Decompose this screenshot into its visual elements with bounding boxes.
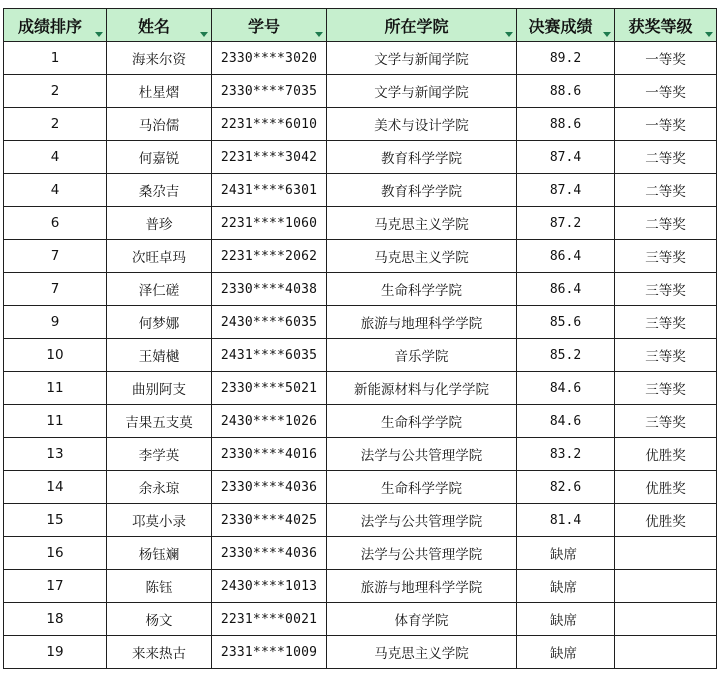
cell-rank[interactable]: 19	[4, 636, 107, 669]
table-row	[4, 603, 717, 636]
cell-name[interactable]: 次旺卓玛	[107, 240, 212, 273]
cell-award-level[interactable]: 一等奖	[615, 42, 717, 75]
cell-college[interactable]: 教育科学学院	[327, 174, 517, 207]
cell-award-level[interactable]: 一等奖	[615, 75, 717, 108]
cell-award-level[interactable]: 二等奖	[615, 207, 717, 240]
cell-award-level[interactable]: 三等奖	[615, 339, 717, 372]
filter-dropdown-icon[interactable]	[315, 32, 323, 37]
cell-award-level[interactable]: 三等奖	[615, 306, 717, 339]
cell-student-id[interactable]: 2331****1009	[212, 636, 327, 669]
cell-student-id[interactable]: 2430****6035	[212, 306, 327, 339]
cell-rank[interactable]: 4	[4, 174, 107, 207]
cell-rank[interactable]: 18	[4, 603, 107, 636]
cell-student-id[interactable]: 2431****6035	[212, 339, 327, 372]
cell-name[interactable]: 曲别阿支	[107, 372, 212, 405]
cell-name[interactable]: 何嘉锐	[107, 141, 212, 174]
cell-college[interactable]: 马克思主义学院	[327, 240, 517, 273]
header-student-id[interactable]	[212, 9, 327, 42]
header-label: 所在学院	[384, 16, 449, 36]
cell-college[interactable]: 音乐学院	[327, 339, 517, 372]
cell-college[interactable]: 马克思主义学院	[327, 636, 517, 669]
cell-name[interactable]: 余永琼	[107, 471, 212, 504]
cell-award-level[interactable]: 三等奖	[615, 240, 717, 273]
cell-rank[interactable]: 7	[4, 273, 107, 306]
table-row	[4, 306, 717, 339]
filter-dropdown-icon[interactable]	[505, 32, 513, 37]
cell-college[interactable]: 生命科学学院	[327, 471, 517, 504]
cell-student-id[interactable]: 2231****6010	[212, 108, 327, 141]
table-body	[4, 42, 717, 669]
cell-student-id[interactable]: 2430****1013	[212, 570, 327, 603]
cell-name[interactable]: 泽仁磋	[107, 273, 212, 306]
cell-student-id[interactable]: 2231****1060	[212, 207, 327, 240]
cell-student-id[interactable]: 2330****4016	[212, 438, 327, 471]
cell-award-level[interactable]	[615, 636, 717, 669]
cell-final-score[interactable]: 缺席	[517, 570, 615, 603]
cell-final-score[interactable]: 85.6	[517, 306, 615, 339]
table-row	[4, 471, 717, 504]
cell-student-id[interactable]: 2231****2062	[212, 240, 327, 273]
cell-name[interactable]: 来来热古	[107, 636, 212, 669]
cell-award-level[interactable]	[615, 603, 717, 636]
table-row	[4, 438, 717, 471]
cell-college[interactable]: 旅游与地理科学学院	[327, 306, 517, 339]
cell-student-id[interactable]: 2231****0021	[212, 603, 327, 636]
cell-final-score[interactable]: 87.2	[517, 207, 615, 240]
cell-rank[interactable]: 10	[4, 339, 107, 372]
cell-award-level[interactable]: 优胜奖	[615, 504, 717, 537]
header-label: 成绩排序	[17, 16, 82, 36]
cell-college[interactable]: 教育科学学院	[327, 141, 517, 174]
cell-award-level[interactable]: 优胜奖	[615, 438, 717, 471]
filter-dropdown-icon[interactable]	[200, 32, 208, 37]
header-name[interactable]	[107, 9, 212, 42]
cell-final-score[interactable]: 缺席	[517, 603, 615, 636]
cell-rank[interactable]: 16	[4, 537, 107, 570]
cell-student-id[interactable]: 2330****4036	[212, 537, 327, 570]
cell-college[interactable]: 文学与新闻学院	[327, 75, 517, 108]
cell-student-id[interactable]: 2330****4036	[212, 471, 327, 504]
cell-college[interactable]: 新能源材料与化学学院	[327, 372, 517, 405]
cell-final-score[interactable]: 82.6	[517, 471, 615, 504]
header-row	[4, 9, 717, 42]
cell-name[interactable]: 王婧樾	[107, 339, 212, 372]
cell-rank[interactable]: 15	[4, 504, 107, 537]
cell-college[interactable]: 法学与公共管理学院	[327, 438, 517, 471]
cell-college[interactable]: 马克思主义学院	[327, 207, 517, 240]
cell-college[interactable]: 体育学院	[327, 603, 517, 636]
header-final-score[interactable]	[517, 9, 615, 42]
cell-name[interactable]: 邛莫小录	[107, 504, 212, 537]
cell-name[interactable]: 海来尔资	[107, 42, 212, 75]
cell-college[interactable]: 法学与公共管理学院	[327, 504, 517, 537]
header-award-level[interactable]	[615, 9, 717, 42]
cell-award-level[interactable]	[615, 570, 717, 603]
cell-college[interactable]: 生命科学学院	[327, 405, 517, 438]
cell-final-score[interactable]: 85.2	[517, 339, 615, 372]
cell-final-score[interactable]: 86.4	[517, 240, 615, 273]
cell-award-level[interactable]: 三等奖	[615, 372, 717, 405]
cell-final-score[interactable]: 87.4	[517, 174, 615, 207]
cell-rank[interactable]: 17	[4, 570, 107, 603]
table-row	[4, 42, 717, 75]
table-row	[4, 504, 717, 537]
cell-award-level[interactable]: 二等奖	[615, 141, 717, 174]
cell-rank[interactable]: 11	[4, 372, 107, 405]
cell-award-level[interactable]: 三等奖	[615, 405, 717, 438]
cell-award-level[interactable]: 一等奖	[615, 108, 717, 141]
header-label: 学号	[247, 16, 280, 36]
table-row	[4, 207, 717, 240]
table-row	[4, 75, 717, 108]
table-row	[4, 570, 717, 603]
cell-college[interactable]: 法学与公共管理学院	[327, 537, 517, 570]
table-row	[4, 537, 717, 570]
cell-final-score[interactable]: 83.2	[517, 438, 615, 471]
filter-dropdown-icon[interactable]	[705, 32, 713, 37]
cell-name[interactable]: 吉果五支莫	[107, 405, 212, 438]
cell-student-id[interactable]: 2330****4038	[212, 273, 327, 306]
cell-name[interactable]: 普珍	[107, 207, 212, 240]
cell-student-id[interactable]: 2430****1026	[212, 405, 327, 438]
cell-final-score[interactable]: 81.4	[517, 504, 615, 537]
table-row	[4, 108, 717, 141]
cell-final-score[interactable]: 缺席	[517, 636, 615, 669]
cell-rank[interactable]: 9	[4, 306, 107, 339]
cell-student-id[interactable]: 2330****7035	[212, 75, 327, 108]
cell-student-id[interactable]: 2330****5021	[212, 372, 327, 405]
cell-award-level[interactable]: 三等奖	[615, 273, 717, 306]
cell-rank[interactable]: 7	[4, 240, 107, 273]
cell-name[interactable]: 何梦娜	[107, 306, 212, 339]
table-row	[4, 339, 717, 372]
cell-student-id[interactable]: 2431****6301	[212, 174, 327, 207]
cell-college[interactable]: 文学与新闻学院	[327, 42, 517, 75]
table-row	[4, 273, 717, 306]
cell-rank[interactable]: 13	[4, 438, 107, 471]
cell-award-level[interactable]: 二等奖	[615, 174, 717, 207]
cell-rank[interactable]: 1	[4, 42, 107, 75]
cell-name[interactable]: 杨钰斓	[107, 537, 212, 570]
cell-name[interactable]: 陈钰	[107, 570, 212, 603]
cell-final-score[interactable]: 84.6	[517, 405, 615, 438]
cell-rank[interactable]: 2	[4, 75, 107, 108]
filter-dropdown-icon[interactable]	[603, 32, 611, 37]
cell-final-score[interactable]: 89.2	[517, 42, 615, 75]
cell-name[interactable]: 杨文	[107, 603, 212, 636]
cell-final-score[interactable]: 缺席	[517, 537, 615, 570]
cell-final-score[interactable]: 88.6	[517, 108, 615, 141]
cell-rank[interactable]: 6	[4, 207, 107, 240]
cell-student-id[interactable]: 2231****3042	[212, 141, 327, 174]
cell-final-score[interactable]: 86.4	[517, 273, 615, 306]
results-table	[3, 8, 717, 669]
header-label: 获奖等级	[628, 16, 693, 36]
cell-college[interactable]: 生命科学学院	[327, 273, 517, 306]
cell-name[interactable]: 马治儒	[107, 108, 212, 141]
header-college[interactable]	[327, 9, 517, 42]
cell-college[interactable]: 美术与设计学院	[327, 108, 517, 141]
table-row	[4, 372, 717, 405]
cell-final-score[interactable]: 84.6	[517, 372, 615, 405]
header-label: 决赛成绩	[528, 16, 593, 36]
header-rank[interactable]	[4, 9, 107, 42]
table-row	[4, 174, 717, 207]
table-row	[4, 141, 717, 174]
spreadsheet	[3, 8, 716, 669]
cell-award-level[interactable]: 优胜奖	[615, 471, 717, 504]
filter-dropdown-icon[interactable]	[95, 32, 103, 37]
cell-final-score[interactable]: 88.6	[517, 75, 615, 108]
cell-final-score[interactable]: 87.4	[517, 141, 615, 174]
table-row	[4, 240, 717, 273]
cell-rank[interactable]: 2	[4, 108, 107, 141]
cell-name[interactable]: 杜星熠	[107, 75, 212, 108]
cell-name[interactable]: 桑尕吉	[107, 174, 212, 207]
cell-rank[interactable]: 11	[4, 405, 107, 438]
cell-award-level[interactable]	[615, 537, 717, 570]
cell-rank[interactable]: 14	[4, 471, 107, 504]
table-row	[4, 405, 717, 438]
header-label: 姓名	[137, 16, 170, 36]
cell-college[interactable]: 旅游与地理科学学院	[327, 570, 517, 603]
cell-rank[interactable]: 4	[4, 141, 107, 174]
cell-student-id[interactable]: 2330****4025	[212, 504, 327, 537]
cell-student-id[interactable]: 2330****3020	[212, 42, 327, 75]
cell-name[interactable]: 李学英	[107, 438, 212, 471]
table-row	[4, 636, 717, 669]
